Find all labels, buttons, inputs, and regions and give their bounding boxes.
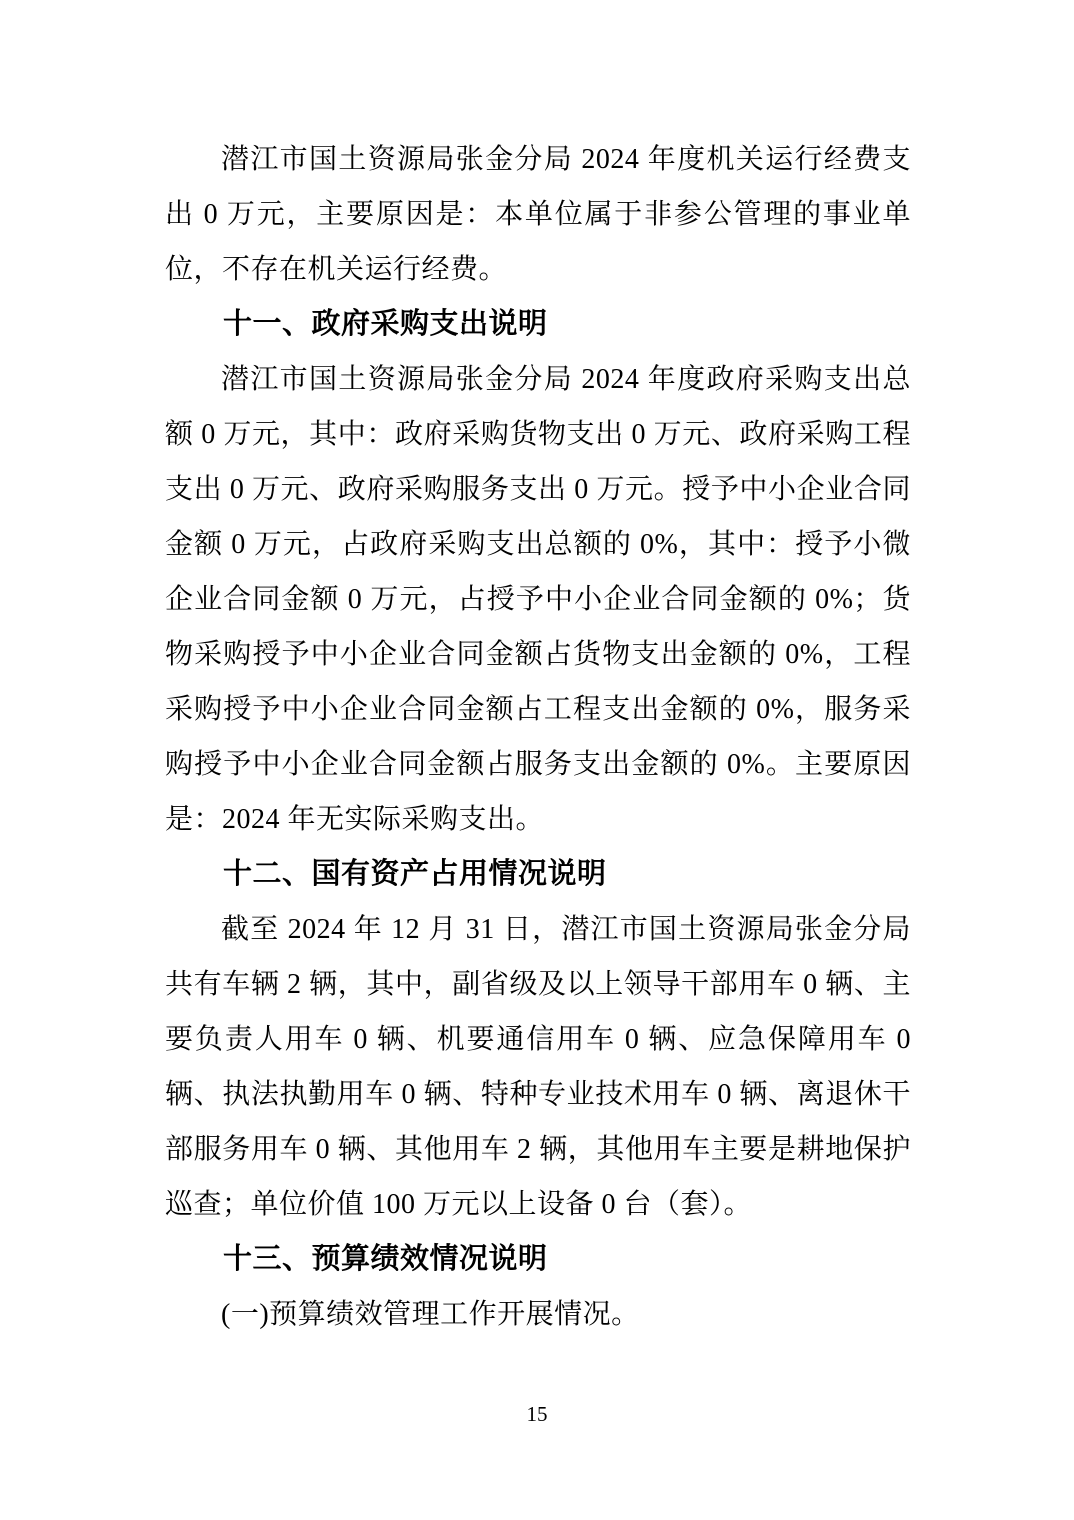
heading-12-state-assets: 十二、国有资产占用情况说明 bbox=[223, 858, 607, 890]
heading-11-gov-procurement: 十一、政府采购支出说明 bbox=[223, 308, 548, 340]
paragraph-state-assets: 截至 2024 年 12 月 31 日，潜江市国土资源局张金分局共有车辆 2 辆，其中，副省级及以上领导干部用车 0 辆、主要负责人用车 0 辆、机要通信用车 0 辆、应急保障用车 0 辆、执法执勤用车 0 辆、特种专业技术用车 0 辆、离退休干部服务用车 0 辆、其他用车 2 辆，其他用车主要是耕地保护巡查；单位价值 100 万元以上设备 0 台（套）。 bbox=[165, 914, 911, 1220]
page-number: 15 bbox=[526, 1402, 548, 1426]
heading-13-budget-performance: 十三、预算绩效情况说明 bbox=[223, 1243, 548, 1275]
paragraph-gov-procurement: 潜江市国土资源局张金分局 2024 年度政府采购支出总额 0 万元，其中：政府采购货物支出 0 万元、政府采购工程支出 0 万元、政府采购服务支出 0 万元。授予中小企业合同金额 0 万元，占政府采购支出总额的 0%，其中：授予小微企业合同金额 0 万元，占授予中小企业合同金额的 0%；货物采购授予中小企业合同金额占货物支出金额的 0%，工程采购授予中小企业合同金额占工程支出金额的 0%，服务采购授予中小企业合同金额占服务支出金额的 0%。主要原因是：2024 年无实际采购支出。 bbox=[165, 364, 911, 835]
paragraph-operating-expense: 潜江市国土资源局张金分局 2024 年度机关运行经费支出 0 万元，主要原因是：本单位属于非参公管理的事业单位，不存在机关运行经费。 bbox=[165, 144, 911, 285]
paragraph-budget-performance-intro: (一)预算绩效管理工作开展情况。 bbox=[221, 1299, 640, 1330]
document-content bbox=[165, 132, 911, 1342]
